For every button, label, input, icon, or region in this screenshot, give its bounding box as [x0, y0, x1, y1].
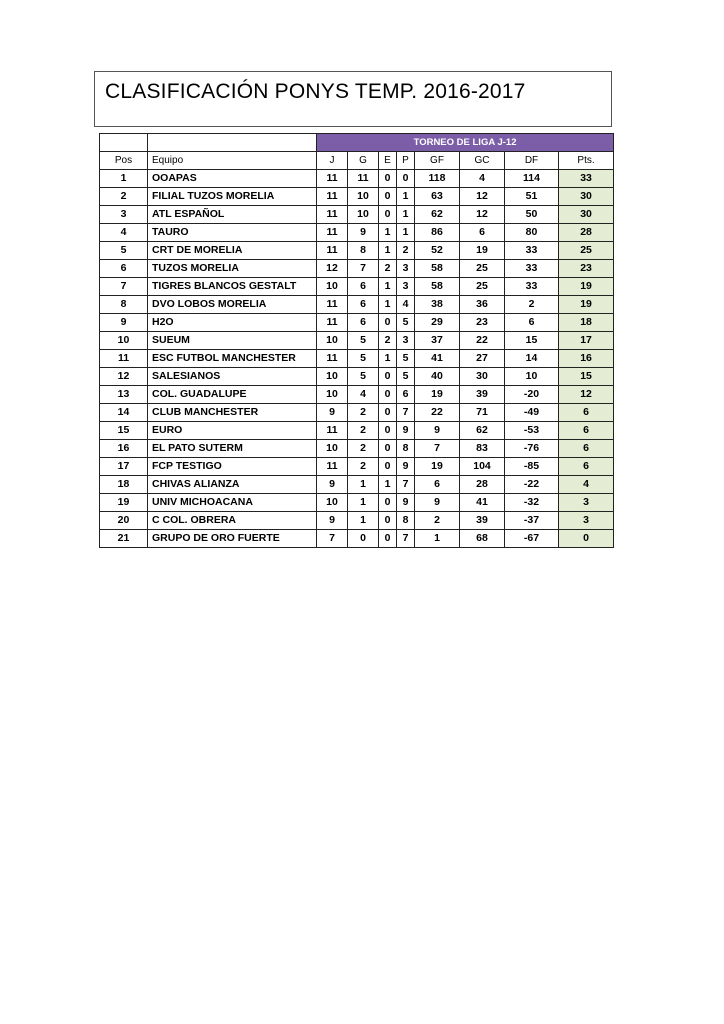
table-row — [100, 332, 614, 350]
row-gc: 71 — [460, 404, 505, 422]
column-header-row — [100, 152, 614, 170]
row-gf: 29 — [415, 314, 460, 332]
row-team: EURO — [148, 422, 317, 440]
row-gc: 25 — [460, 278, 505, 296]
table-row — [100, 404, 614, 422]
row-pts: 6 — [559, 440, 614, 458]
row-gf: 2 — [415, 512, 460, 530]
row-g: 10 — [348, 188, 379, 206]
row-e: 2 — [379, 260, 397, 278]
row-team: TIGRES BLANCOS GESTALT — [148, 278, 317, 296]
row-pos: 12 — [100, 368, 148, 386]
row-j: 10 — [317, 440, 348, 458]
row-e: 0 — [379, 206, 397, 224]
row-gc: 83 — [460, 440, 505, 458]
row-e: 0 — [379, 386, 397, 404]
table-row — [100, 350, 614, 368]
row-g: 1 — [348, 494, 379, 512]
row-pos: 21 — [100, 530, 148, 548]
row-j: 11 — [317, 170, 348, 188]
row-e: 0 — [379, 314, 397, 332]
row-g: 11 — [348, 170, 379, 188]
row-gc: 68 — [460, 530, 505, 548]
row-pos: 16 — [100, 440, 148, 458]
row-pts: 23 — [559, 260, 614, 278]
table-row — [100, 206, 614, 224]
row-gf: 58 — [415, 278, 460, 296]
row-df: -76 — [505, 440, 559, 458]
league-header-row — [100, 134, 614, 152]
row-g: 5 — [348, 368, 379, 386]
row-gf: 1 — [415, 530, 460, 548]
row-gc: 39 — [460, 512, 505, 530]
row-gf: 41 — [415, 350, 460, 368]
row-e: 1 — [379, 476, 397, 494]
row-gf: 118 — [415, 170, 460, 188]
row-pos: 7 — [100, 278, 148, 296]
row-gc: 27 — [460, 350, 505, 368]
row-pts: 15 — [559, 368, 614, 386]
col-header-gf: GF — [415, 152, 460, 170]
row-df: 10 — [505, 368, 559, 386]
row-team: GRUPO DE ORO FUERTE — [148, 530, 317, 548]
table-row — [100, 314, 614, 332]
row-pts: 4 — [559, 476, 614, 494]
row-gc: 12 — [460, 206, 505, 224]
table-row — [100, 386, 614, 404]
row-g: 2 — [348, 440, 379, 458]
row-pos: 11 — [100, 350, 148, 368]
row-pts: 0 — [559, 530, 614, 548]
row-df: -37 — [505, 512, 559, 530]
row-pts: 16 — [559, 350, 614, 368]
table-row — [100, 296, 614, 314]
row-df: 114 — [505, 170, 559, 188]
row-df: 6 — [505, 314, 559, 332]
row-j: 10 — [317, 332, 348, 350]
row-e: 0 — [379, 188, 397, 206]
row-gf: 58 — [415, 260, 460, 278]
row-p: 1 — [397, 224, 415, 242]
row-team: UNIV MICHOACANA — [148, 494, 317, 512]
row-gf: 9 — [415, 422, 460, 440]
row-j: 11 — [317, 224, 348, 242]
row-p: 3 — [397, 260, 415, 278]
row-j: 11 — [317, 350, 348, 368]
row-gc: 4 — [460, 170, 505, 188]
row-gf: 19 — [415, 386, 460, 404]
row-pos: 13 — [100, 386, 148, 404]
row-pos: 3 — [100, 206, 148, 224]
row-gc: 62 — [460, 422, 505, 440]
col-header-j: J — [317, 152, 348, 170]
row-p: 8 — [397, 440, 415, 458]
row-pos: 8 — [100, 296, 148, 314]
row-gf: 9 — [415, 494, 460, 512]
table-row — [100, 368, 614, 386]
row-pos: 10 — [100, 332, 148, 350]
row-team: ESC FUTBOL MANCHESTER — [148, 350, 317, 368]
row-df: 50 — [505, 206, 559, 224]
col-header-df: DF — [505, 152, 559, 170]
row-e: 0 — [379, 458, 397, 476]
row-g: 0 — [348, 530, 379, 548]
row-df: -22 — [505, 476, 559, 494]
row-pts: 30 — [559, 206, 614, 224]
table-row — [100, 512, 614, 530]
row-pos: 20 — [100, 512, 148, 530]
row-j: 11 — [317, 188, 348, 206]
row-j: 7 — [317, 530, 348, 548]
row-gc: 41 — [460, 494, 505, 512]
row-gf: 40 — [415, 368, 460, 386]
row-p: 5 — [397, 350, 415, 368]
table-row — [100, 242, 614, 260]
row-j: 11 — [317, 206, 348, 224]
row-e: 0 — [379, 512, 397, 530]
row-pos: 5 — [100, 242, 148, 260]
row-df: -67 — [505, 530, 559, 548]
row-df: 2 — [505, 296, 559, 314]
row-pts: 12 — [559, 386, 614, 404]
row-j: 11 — [317, 296, 348, 314]
col-header-g: G — [348, 152, 379, 170]
row-g: 4 — [348, 386, 379, 404]
row-df: -85 — [505, 458, 559, 476]
row-df: -49 — [505, 404, 559, 422]
row-e: 0 — [379, 422, 397, 440]
row-team: OOAPAS — [148, 170, 317, 188]
row-df: 33 — [505, 242, 559, 260]
row-j: 9 — [317, 512, 348, 530]
row-g: 6 — [348, 278, 379, 296]
row-g: 1 — [348, 476, 379, 494]
row-pts: 3 — [559, 494, 614, 512]
row-df: 14 — [505, 350, 559, 368]
row-gf: 62 — [415, 206, 460, 224]
row-gc: 30 — [460, 368, 505, 386]
row-p: 0 — [397, 170, 415, 188]
row-g: 6 — [348, 296, 379, 314]
row-team: CHIVAS ALIANZA — [148, 476, 317, 494]
row-pos: 18 — [100, 476, 148, 494]
col-header-pts: Pts. — [559, 152, 614, 170]
row-team: C COL. OBRERA — [148, 512, 317, 530]
row-e: 1 — [379, 224, 397, 242]
row-gc: 25 — [460, 260, 505, 278]
title-box — [94, 71, 612, 127]
row-j: 11 — [317, 314, 348, 332]
row-p: 9 — [397, 458, 415, 476]
row-gc: 22 — [460, 332, 505, 350]
row-pts: 17 — [559, 332, 614, 350]
row-gf: 37 — [415, 332, 460, 350]
row-pos: 2 — [100, 188, 148, 206]
row-gf: 86 — [415, 224, 460, 242]
row-team: EL PATO SUTERM — [148, 440, 317, 458]
row-j: 11 — [317, 242, 348, 260]
row-pts: 33 — [559, 170, 614, 188]
row-g: 2 — [348, 458, 379, 476]
row-gf: 7 — [415, 440, 460, 458]
row-gc: 19 — [460, 242, 505, 260]
table-row — [100, 422, 614, 440]
table-row — [100, 440, 614, 458]
table-row — [100, 530, 614, 548]
row-p: 7 — [397, 476, 415, 494]
row-gc: 39 — [460, 386, 505, 404]
row-df: 15 — [505, 332, 559, 350]
row-e: 0 — [379, 368, 397, 386]
row-df: 80 — [505, 224, 559, 242]
table-row — [100, 260, 614, 278]
row-j: 10 — [317, 368, 348, 386]
row-j: 11 — [317, 458, 348, 476]
row-p: 7 — [397, 404, 415, 422]
row-df: -53 — [505, 422, 559, 440]
table-row — [100, 224, 614, 242]
table-row — [100, 494, 614, 512]
row-team: TAURO — [148, 224, 317, 242]
row-pos: 17 — [100, 458, 148, 476]
row-team: SALESIANOS — [148, 368, 317, 386]
row-pos: 1 — [100, 170, 148, 188]
league-label: TORNEO DE LIGA J-12 — [317, 134, 614, 152]
row-e: 0 — [379, 530, 397, 548]
row-pos: 19 — [100, 494, 148, 512]
row-g: 1 — [348, 512, 379, 530]
row-pts: 3 — [559, 512, 614, 530]
row-pts: 25 — [559, 242, 614, 260]
row-e: 1 — [379, 278, 397, 296]
row-gf: 38 — [415, 296, 460, 314]
row-team: FCP TESTIGO — [148, 458, 317, 476]
row-pos: 15 — [100, 422, 148, 440]
row-j: 10 — [317, 278, 348, 296]
row-df: 51 — [505, 188, 559, 206]
row-g: 2 — [348, 404, 379, 422]
row-team: ATL ESPAÑOL — [148, 206, 317, 224]
row-gf: 63 — [415, 188, 460, 206]
row-gf: 19 — [415, 458, 460, 476]
row-gc: 12 — [460, 188, 505, 206]
col-header-e: E — [379, 152, 397, 170]
col-header-p: P — [397, 152, 415, 170]
row-g: 8 — [348, 242, 379, 260]
row-g: 9 — [348, 224, 379, 242]
row-gf: 6 — [415, 476, 460, 494]
row-e: 2 — [379, 332, 397, 350]
row-gf: 52 — [415, 242, 460, 260]
standings-table — [99, 133, 614, 548]
row-p: 7 — [397, 530, 415, 548]
table-row — [100, 278, 614, 296]
row-pts: 30 — [559, 188, 614, 206]
row-team: CLUB MANCHESTER — [148, 404, 317, 422]
col-header-pos: Pos — [100, 152, 148, 170]
row-pts: 28 — [559, 224, 614, 242]
row-p: 5 — [397, 368, 415, 386]
row-g: 10 — [348, 206, 379, 224]
row-pts: 6 — [559, 422, 614, 440]
row-gc: 6 — [460, 224, 505, 242]
row-p: 5 — [397, 314, 415, 332]
row-e: 1 — [379, 242, 397, 260]
row-p: 2 — [397, 242, 415, 260]
row-pts: 19 — [559, 296, 614, 314]
row-team: H2O — [148, 314, 317, 332]
row-g: 7 — [348, 260, 379, 278]
row-pos: 14 — [100, 404, 148, 422]
row-team: DVO LOBOS MORELIA — [148, 296, 317, 314]
row-gf: 22 — [415, 404, 460, 422]
row-p: 3 — [397, 332, 415, 350]
row-pts: 18 — [559, 314, 614, 332]
table-row — [100, 188, 614, 206]
row-j: 11 — [317, 422, 348, 440]
row-g: 5 — [348, 350, 379, 368]
row-pos: 6 — [100, 260, 148, 278]
col-header-gc: GC — [460, 152, 505, 170]
row-pts: 6 — [559, 458, 614, 476]
row-g: 5 — [348, 332, 379, 350]
row-team: FILIAL TUZOS MORELIA — [148, 188, 317, 206]
row-df: 33 — [505, 278, 559, 296]
blank-cell — [148, 134, 317, 152]
row-j: 10 — [317, 494, 348, 512]
row-team: TUZOS MORELIA — [148, 260, 317, 278]
row-p: 6 — [397, 386, 415, 404]
row-g: 2 — [348, 422, 379, 440]
row-gc: 28 — [460, 476, 505, 494]
table-row — [100, 458, 614, 476]
row-p: 9 — [397, 494, 415, 512]
table-row — [100, 476, 614, 494]
row-e: 1 — [379, 296, 397, 314]
row-p: 1 — [397, 206, 415, 224]
row-team: CRT DE MORELIA — [148, 242, 317, 260]
row-e: 0 — [379, 404, 397, 422]
row-e: 0 — [379, 494, 397, 512]
page-title: CLASIFICACIÓN PONYS TEMP. 2016-2017 — [105, 80, 526, 103]
row-gc: 23 — [460, 314, 505, 332]
row-df: -32 — [505, 494, 559, 512]
row-e: 0 — [379, 440, 397, 458]
row-team: COL. GUADALUPE — [148, 386, 317, 404]
table-row — [100, 170, 614, 188]
row-pos: 4 — [100, 224, 148, 242]
row-gc: 104 — [460, 458, 505, 476]
row-gc: 36 — [460, 296, 505, 314]
row-j: 12 — [317, 260, 348, 278]
row-team: SUEUM — [148, 332, 317, 350]
row-j: 9 — [317, 404, 348, 422]
row-pts: 6 — [559, 404, 614, 422]
col-header-team: Equipo — [148, 152, 317, 170]
row-df: -20 — [505, 386, 559, 404]
row-j: 9 — [317, 476, 348, 494]
row-g: 6 — [348, 314, 379, 332]
row-j: 10 — [317, 386, 348, 404]
row-e: 1 — [379, 350, 397, 368]
row-p: 9 — [397, 422, 415, 440]
row-pts: 19 — [559, 278, 614, 296]
row-df: 33 — [505, 260, 559, 278]
row-pos: 9 — [100, 314, 148, 332]
row-p: 8 — [397, 512, 415, 530]
blank-cell — [100, 134, 148, 152]
row-p: 1 — [397, 188, 415, 206]
row-p: 3 — [397, 278, 415, 296]
row-e: 0 — [379, 170, 397, 188]
row-p: 4 — [397, 296, 415, 314]
